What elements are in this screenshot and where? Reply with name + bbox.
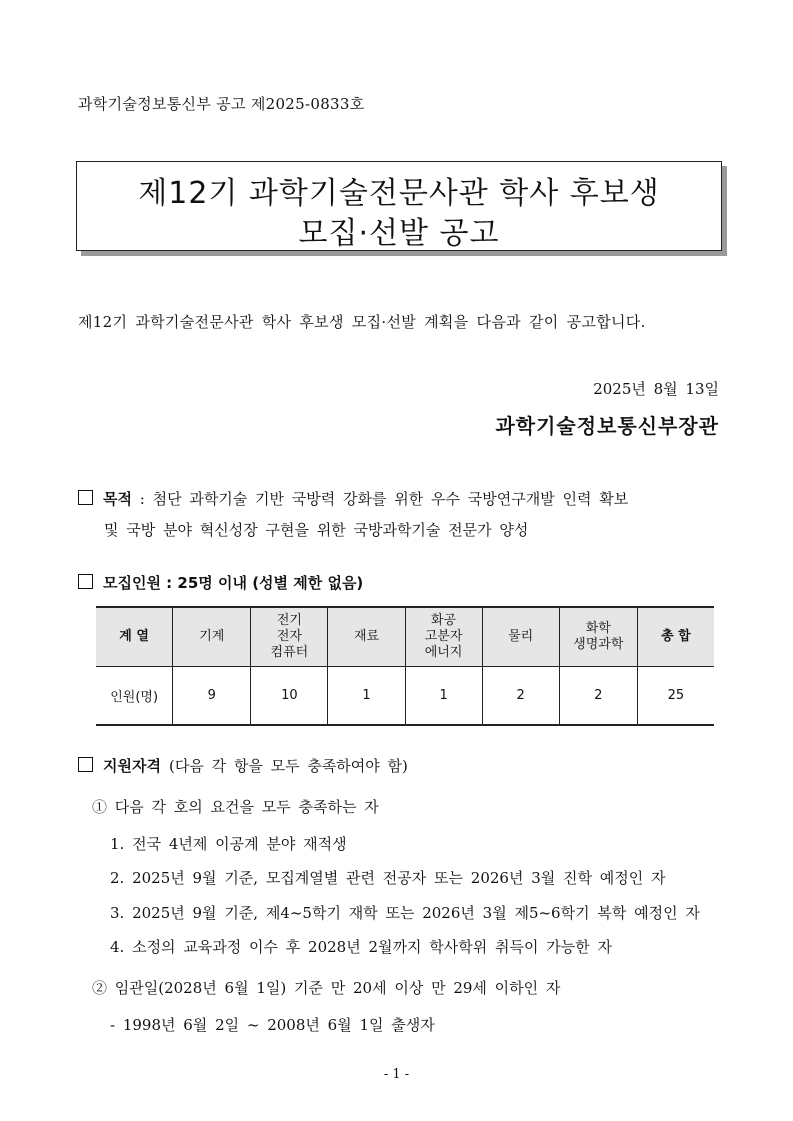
qualification-note: (다음 각 항을 모두 충족하여야 함) — [168, 757, 408, 775]
qualification-item-1: ① 다음 각 호의 요건을 모두 충족하는 자 — [92, 798, 379, 816]
qualification-section — [78, 755, 408, 776]
purpose-text-line-2: 및 국방 분야 혁신성장 구현을 위한 국방과학기술 전문가 양성 — [104, 521, 529, 539]
header-cell: 계 열 — [96, 607, 173, 667]
purpose-label: 목적 — [103, 490, 132, 508]
qualification-heading: 지원자격 — [103, 757, 161, 775]
value-cell: 1 — [405, 667, 482, 726]
purpose-text-line-1: : 첨단 과학기술 기반 국방력 강화를 위한 우수 국방연구개발 인력 확보 — [131, 490, 629, 508]
row-label-cell: 인원(명) — [96, 667, 173, 726]
qualification-sub-1: 1. 전국 4년제 이공계 분야 재적생 — [110, 835, 347, 853]
qualification-item-2-sub: - 1998년 6월 2일 ~ 2008년 6월 1일 출생자 — [110, 1016, 435, 1034]
title-line-2: 모집·선발 공고 — [298, 216, 500, 251]
header-cell: 화공 고분자 에너지 — [405, 607, 482, 667]
header-cell: 재료 — [328, 607, 405, 667]
qualification-sub-2: 2. 2025년 9월 기준, 모집계열별 관련 전공자 또는 2026년 3월 진학 예정인 자 — [110, 869, 666, 887]
qualification-sub-4: 4. 소정의 교육과정 이수 후 2028년 2월까지 학사학위 취득이 가능한 자 — [110, 938, 612, 956]
header-cell: 화학 생명과학 — [559, 607, 637, 667]
header-cell: 기계 — [173, 607, 251, 667]
value-cell: 1 — [328, 667, 405, 726]
notice-number: 과학기술정보통신부 공고 제2025-0833호 — [78, 95, 365, 113]
checkbox-square-icon — [78, 490, 93, 505]
title-box — [76, 161, 722, 251]
table-row — [96, 667, 714, 726]
header-cell: 총 합 — [637, 607, 714, 667]
qualification-sub-3: 3. 2025년 9월 기준, 제4~5학기 재학 또는 2026년 3월 제5~6학기 복학 예정인 자 — [110, 904, 700, 922]
recruitment-heading: 모집인원 : 25명 이내 (성별 제한 없음) — [103, 574, 364, 592]
table-header-row — [96, 607, 714, 667]
recruitment-table — [96, 606, 714, 726]
header-cell: 물리 — [482, 607, 559, 667]
value-cell: 2 — [482, 667, 559, 726]
value-cell: 9 — [173, 667, 251, 726]
notice-date: 2025년 8월 13일 — [593, 380, 719, 398]
issuer-name: 과학기술정보통신부장관 — [495, 414, 719, 438]
checkbox-square-icon — [78, 574, 93, 589]
value-cell: 10 — [251, 667, 328, 726]
value-cell: 2 — [559, 667, 637, 726]
intro-text: 제12기 과학기술전문사관 학사 후보생 모집·선발 계획을 다음과 같이 공고합니다. — [78, 313, 646, 331]
purpose-section — [78, 488, 628, 509]
qualification-item-2: ② 임관일(2028년 6월 1일) 기준 만 20세 이상 만 29세 이하인 자 — [92, 979, 561, 997]
page-number: - 1 - — [383, 1067, 410, 1082]
header-cell: 전기 전자 컴퓨터 — [251, 607, 328, 667]
total-cell: 25 — [637, 667, 714, 726]
checkbox-square-icon — [78, 757, 93, 772]
title-line-1: 제12기 과학기술전문사관 학사 후보생 — [138, 176, 660, 211]
recruitment-section — [78, 572, 363, 593]
